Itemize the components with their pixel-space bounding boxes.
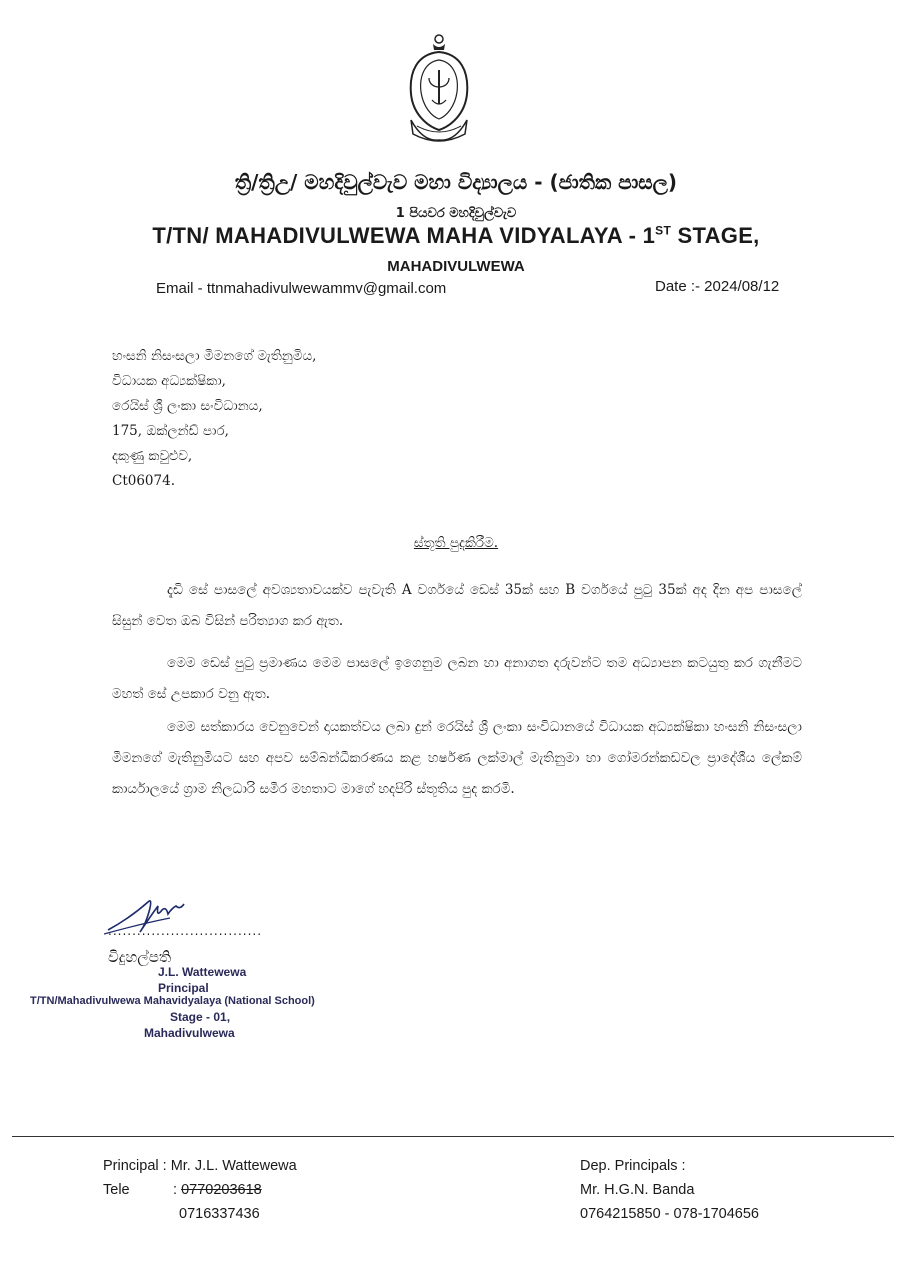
recipient-address <box>112 344 316 494</box>
school-name-english: T/TN/ MAHADIVULWEWA MAHA VIDYALAYA - 1ST STAGE, <box>152 223 760 248</box>
stamp-line: J.L. Wattewewa <box>158 965 247 979</box>
principal-label: Principal : <box>103 1158 171 1174</box>
letter-subject: ස්තූති පුදකිරීම. <box>413 535 499 551</box>
school-name-sinhala: ත්‍රි/ත්‍රිඋ/ මහදිවුල්වැව මහා විද්‍යාලය - (ජාතික පාසල) <box>234 170 678 194</box>
address-line: විධායක අධ්‍යක්ෂිකා, <box>112 373 226 389</box>
body-paragraph: මෙම ඩෙස් පුටු ප්‍රමාණය මෙම පාසලේ ඉගෙනුම ලබන හා අනාගත දරුවන්ට තම අධ්‍යාපන කටයුතු කර ගැනීමට මහත් සේ උපකාර වනු ඇත. <box>112 655 802 702</box>
footer-divider <box>12 1136 894 1137</box>
address-line: දකුණු කවුළුව, <box>112 448 193 464</box>
stamp-line: Mahadivulwewa <box>144 1026 235 1040</box>
deputy-label: Dep. Principals : <box>580 1158 686 1174</box>
school-town-english: MAHADIVULWEWA <box>387 258 525 275</box>
address-line: Ct06074. <box>112 473 175 489</box>
tele-label: Tele <box>103 1182 130 1198</box>
handwritten-signature <box>100 888 220 948</box>
body-paragraph: මෙම සත්කාරය වෙනුවෙන් දායකත්වය ලබා දුන් රෙයිස් ශ්‍රී ලංකා සංවිධානයේ විධායක අධ්‍යක්ෂිකා හංසනි නිසංසලා මීමනගේ මැතිනුමියට සහ අපව සම්බන්ධීකරණය කළ හර්ෂණ ලක්මාල් මැතිනුමා හා ගෝමරන්කඩවල ප්‍රාදේශීය ලේකම් කාර්යාලයේ ග්‍රාම නිලධාරි සමීර මහතාට මාගේ හදපිරි ස්තූතිය පුද කරමි. <box>112 719 802 797</box>
address-line: රෙයිස් ශ්‍රී ලංකා සංවිධානය, <box>112 398 263 414</box>
school-crest-logo <box>403 30 475 145</box>
tele-new-number: 0716337436 <box>179 1206 260 1222</box>
address-line: හංසනි නිසංසලා මීමනගේ මැතිනුමිය, <box>112 348 317 364</box>
stamp-line: Principal <box>158 981 209 995</box>
school-stage-sinhala: 1 පියවර මහදිවුල්වැව <box>395 206 517 221</box>
tele-old-number: 0770203618 <box>181 1182 262 1198</box>
deputy-name: Mr. H.G.N. Banda <box>580 1182 695 1198</box>
signature-title: විදුහල්පති <box>108 948 172 966</box>
footer-deputy <box>580 1154 759 1226</box>
principal-name: Mr. J.L. Wattewewa <box>170 1158 297 1174</box>
signature-line: ................................ <box>108 924 263 938</box>
address-line: 175, ඔක්ලන්ඩ් පාර, <box>112 423 229 439</box>
school-email: Email - ttnmahadivulwewammv@gmail.com <box>156 280 447 297</box>
footer-principal: Principal : Mr. J.L. Wattewewa Tele : 0770203618 0716337436 <box>103 1154 297 1226</box>
body-paragraph: දැඩි සේ පාසලේ අවශ්‍යතාවයක්ව පැවැති A වර්ගයේ ඩෙස් 35ක් සහ B වර්ගයේ පුටු 35ක් අද දින අප පාසලේ සිසුන් වෙත ඔබ විසින් පරිත්‍යාග කර ඇත. <box>112 582 802 629</box>
stamp-line: Stage - 01, <box>170 1010 231 1024</box>
deputy-tele: 0764215850 - 078-1704656 <box>580 1206 759 1222</box>
letter-date: Date :- 2024/08/12 <box>655 278 780 295</box>
stamp-line: T/TN/Mahadivulwewa Mahavidyalaya (National School) <box>30 995 315 1007</box>
